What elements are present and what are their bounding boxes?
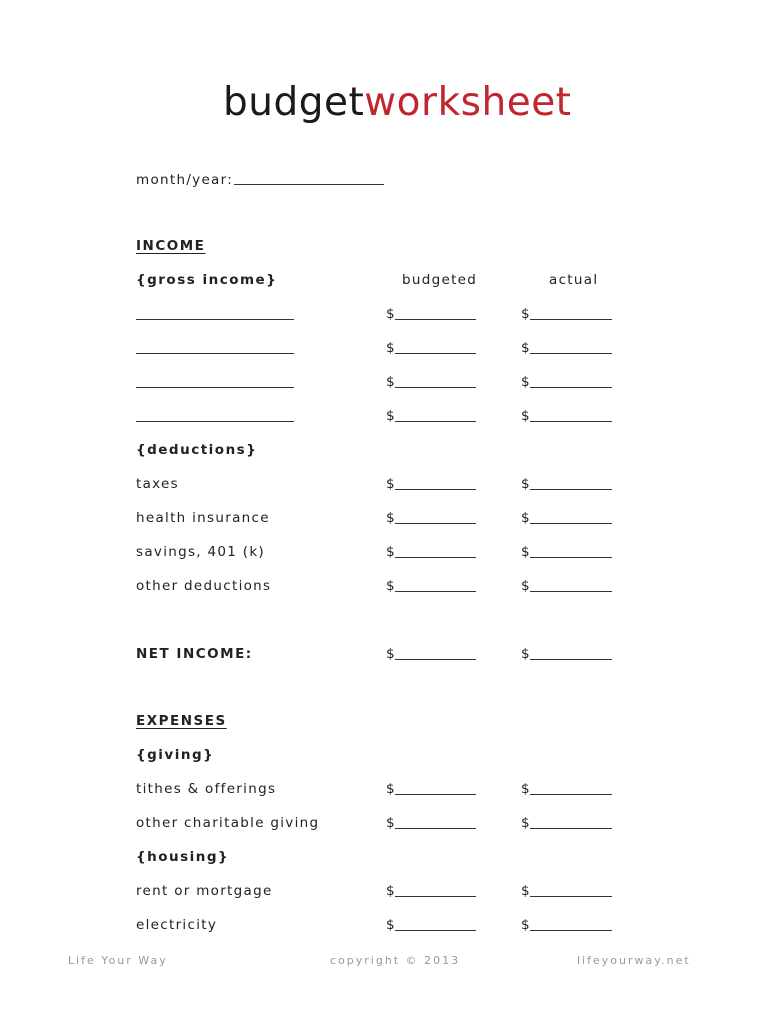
currency-symbol: $ — [521, 476, 530, 492]
budgeted-column-header: budgeted — [402, 272, 478, 288]
currency-symbol: $ — [386, 646, 395, 662]
income-heading: INCOME — [136, 238, 206, 254]
currency-symbol: $ — [521, 544, 530, 560]
month-year-label: month/year: — [136, 172, 234, 188]
deduction-label: health insurance — [136, 510, 270, 526]
currency-symbol: $ — [386, 781, 395, 797]
currency-symbol: $ — [521, 917, 530, 933]
budgeted-amount-field[interactable] — [395, 523, 476, 524]
currency-symbol: $ — [386, 340, 395, 356]
budgeted-amount-field[interactable] — [395, 353, 476, 354]
budgeted-amount-field[interactable] — [395, 896, 476, 897]
gross-income-source-field[interactable] — [136, 421, 294, 422]
actual-column-header: actual — [549, 272, 599, 288]
month-year-field[interactable] — [234, 184, 384, 185]
currency-symbol: $ — [386, 408, 395, 424]
currency-symbol: $ — [521, 510, 530, 526]
budgeted-amount-field[interactable] — [395, 828, 476, 829]
housing-heading: {housing} — [136, 849, 230, 865]
deduction-label: taxes — [136, 476, 179, 492]
actual-amount-field[interactable] — [530, 557, 612, 558]
gross-income-source-field[interactable] — [136, 319, 294, 320]
footer-copyright: copyright © 2013 — [330, 954, 461, 967]
currency-symbol: $ — [521, 578, 530, 594]
actual-amount-field[interactable] — [530, 659, 612, 660]
currency-symbol: $ — [386, 476, 395, 492]
budgeted-amount-field[interactable] — [395, 489, 476, 490]
gross-income-source-field[interactable] — [136, 387, 294, 388]
actual-amount-field[interactable] — [530, 896, 612, 897]
budgeted-amount-field[interactable] — [395, 591, 476, 592]
actual-amount-field[interactable] — [530, 387, 612, 388]
actual-amount-field[interactable] — [530, 794, 612, 795]
budgeted-amount-field[interactable] — [395, 421, 476, 422]
expense-label: tithes & offerings — [136, 781, 277, 797]
currency-symbol: $ — [386, 374, 395, 390]
currency-symbol: $ — [521, 374, 530, 390]
expense-label: electricity — [136, 917, 218, 933]
expenses-heading: EXPENSES — [136, 713, 227, 729]
deduction-label: savings, 401 (k) — [136, 544, 265, 560]
budgeted-amount-field[interactable] — [395, 659, 476, 660]
actual-amount-field[interactable] — [530, 319, 612, 320]
currency-symbol: $ — [521, 340, 530, 356]
net-income-label: NET INCOME: — [136, 646, 253, 662]
budgeted-amount-field[interactable] — [395, 387, 476, 388]
page-title — [223, 80, 571, 125]
actual-amount-field[interactable] — [530, 489, 612, 490]
currency-symbol: $ — [386, 544, 395, 560]
gross-income-source-field[interactable] — [136, 353, 294, 354]
currency-symbol: $ — [386, 917, 395, 933]
expense-label: rent or mortgage — [136, 883, 273, 899]
budgeted-amount-field[interactable] — [395, 319, 476, 320]
currency-symbol: $ — [521, 883, 530, 899]
title-accent: worksheet — [364, 80, 572, 125]
actual-amount-field[interactable] — [530, 591, 612, 592]
budgeted-amount-field[interactable] — [395, 557, 476, 558]
deduction-label: other deductions — [136, 578, 272, 594]
deductions-heading: {deductions} — [136, 442, 258, 458]
currency-symbol: $ — [386, 883, 395, 899]
actual-amount-field[interactable] — [530, 421, 612, 422]
budgeted-amount-field[interactable] — [395, 794, 476, 795]
actual-amount-field[interactable] — [530, 523, 612, 524]
currency-symbol: $ — [386, 578, 395, 594]
currency-symbol: $ — [521, 815, 530, 831]
expense-label: other charitable giving — [136, 815, 320, 831]
footer-brand: Life Your Way — [68, 954, 168, 967]
currency-symbol: $ — [386, 815, 395, 831]
actual-amount-field[interactable] — [530, 353, 612, 354]
actual-amount-field[interactable] — [530, 930, 612, 931]
budgeted-amount-field[interactable] — [395, 930, 476, 931]
currency-symbol: $ — [521, 408, 530, 424]
currency-symbol: $ — [521, 646, 530, 662]
actual-amount-field[interactable] — [530, 828, 612, 829]
currency-symbol: $ — [521, 781, 530, 797]
currency-symbol: $ — [386, 306, 395, 322]
footer-website: lifeyourway.net — [577, 954, 691, 967]
giving-heading: {giving} — [136, 747, 215, 763]
gross-income-heading: {gross income} — [136, 272, 278, 288]
title-main: budget — [223, 80, 365, 125]
currency-symbol: $ — [386, 510, 395, 526]
currency-symbol: $ — [521, 306, 530, 322]
